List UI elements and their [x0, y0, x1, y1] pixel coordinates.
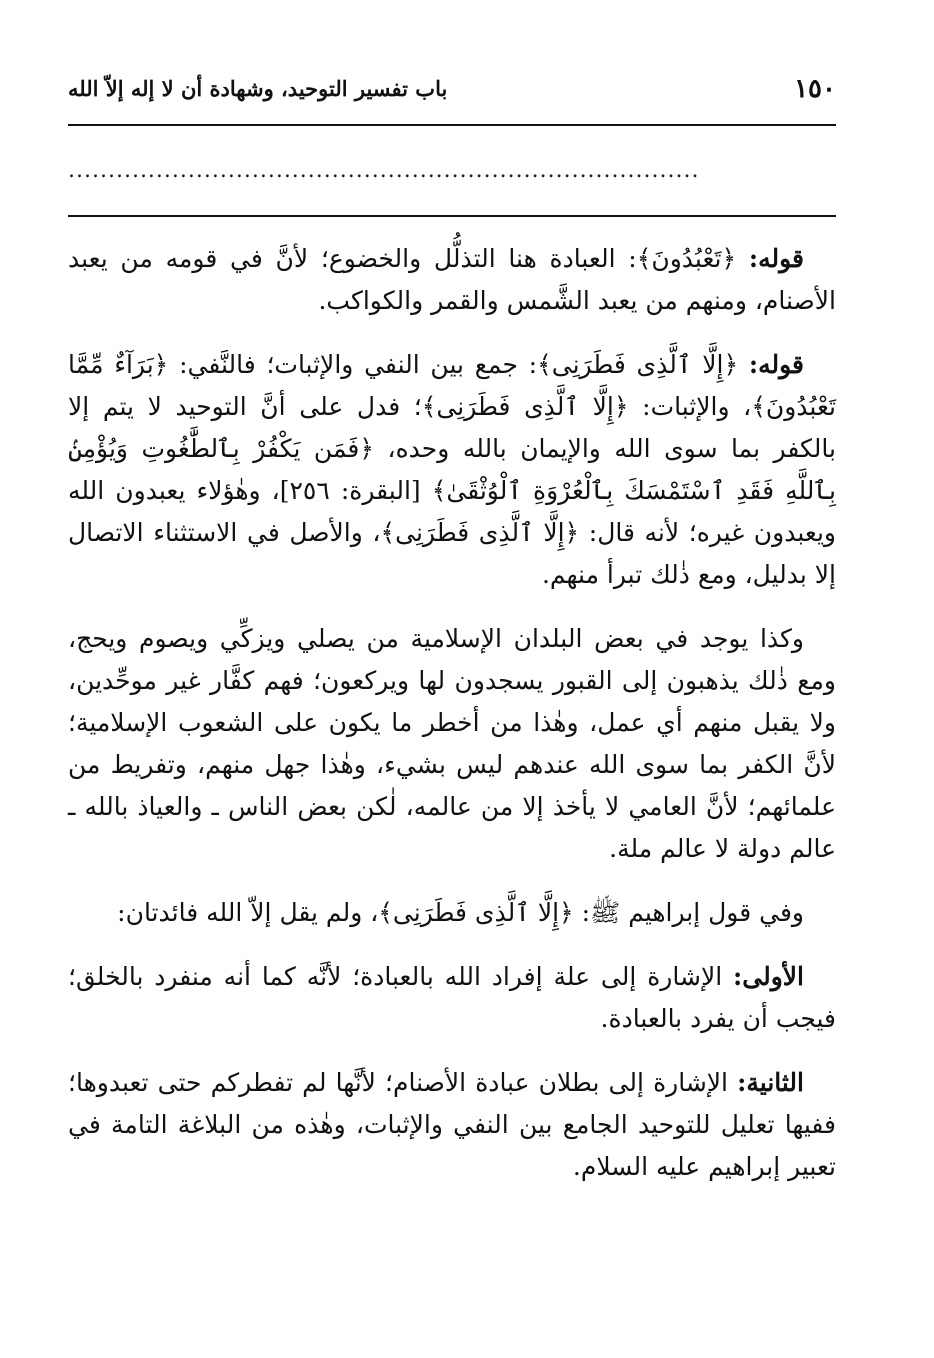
paragraph: [68, 238, 836, 322]
section-rule: [68, 215, 836, 217]
paragraph-lead: الأولى:: [733, 962, 804, 991]
paragraph-text: ﴿إِلَّا ٱلَّذِى فَطَرَنِى﴾: جمع بين النفي والإثبات؛ فالنَّفي: ﴿بَرَآءٌ مِّمَّا تَعْبُدُونَ﴾، والإثبات: ﴿إِلَّا ٱلَّذِى فَطَرَنِى﴾؛ فدل على أنَّ التوحيد لا يتم إلا بالكفر بما سوى الله والإيمان بالله وحده، ﴿فَمَن يَكْفُرْ بِٱلطَّٰغُوتِ وَيُؤْمِنۢ بِٱللَّهِ فَقَدِ ٱسْتَمْسَكَ بِٱلْعُرْوَةِ ٱلْوُثْقَىٰ﴾ [البقرة: ٢٥٦]، وهٰؤلاء يعبدون الله ويعبدون غيره؛ لأنه قال: ﴿إِلَّا ٱلَّذِى فَطَرَنِى﴾، والأصل في الاستثناء الاتصال إلا بدليل، ومع ذٰلك تبرأ منهم.: [68, 350, 836, 589]
paragraph-lead: الثانية:: [737, 1068, 804, 1097]
paragraph-text: الإشارة إلى بطلان عبادة الأصنام؛ لأنَّها لم تفطركم حتى تعبدوها؛ ففيها تعليل للتوحيد الجامع بين النفي والإثبات، وهٰذه من البلاغة التامة في تعبير إبراهيم عليه السلام.: [68, 1068, 836, 1181]
dotted-separator: ...............................................................................: [68, 158, 700, 183]
book-page: [68, 0, 836, 1358]
paragraph: [68, 618, 836, 870]
paragraph: [68, 344, 836, 596]
paragraph: [68, 956, 836, 1040]
paragraph-text: الإشارة إلى علة إفراد الله بالعبادة؛ لأنَّه كما أنه منفرد بالخلق؛ فيجب أن يفرد بالعبادة.: [68, 962, 836, 1033]
paragraph: [68, 892, 836, 934]
paragraph-text: ﴿تَعْبُدُونَ﴾: العبادة هنا التذلُّل والخضوع؛ لأنَّ في قومه من يعبد الأصنام، ومنهم من يعبد الشَّمس والقمر والكواكب.: [68, 244, 836, 315]
paragraph: [68, 1062, 836, 1188]
paragraph-text: وفي قول إبراهيم ﷺ: ﴿إِلَّا ٱلَّذِى فَطَرَنِى﴾، ولم يقل إلاّ الله فائدتان:: [117, 898, 804, 927]
header-rule: [68, 124, 836, 126]
running-title: باب تفسير التوحيد، وشهادة أن لا إله إلاّ الله: [68, 76, 448, 101]
page-number: ١٥٠: [794, 74, 836, 104]
paragraph-lead: قوله:: [748, 350, 804, 379]
paragraph-text: وكذا يوجد في بعض البلدان الإسلامية من يصلي ويزكِّي ويصوم ويحج، ومع ذٰلك يذهبون إلى القبور يسجدون لها ويركعون؛ فهم كفَّار غير موحِّدين، ولا يقبل منهم أي عمل، وهٰذا من أخطر ما يكون على الشعوب الإسلامية؛ لأنَّ الكفر بما سوى الله عندهم ليس بشيء، وهٰذا جهل منهم، وتفريط من علمائهم؛ لأنَّ العامي لا يأخذ إلا من عالمه، لٰكن بعض الناس ـ والعياذ بالله ـ عالم دولة لا عالم ملة.: [68, 624, 836, 863]
page-body: [68, 238, 836, 1210]
page-header: [68, 74, 836, 110]
paragraph-lead: قوله:: [748, 244, 804, 273]
